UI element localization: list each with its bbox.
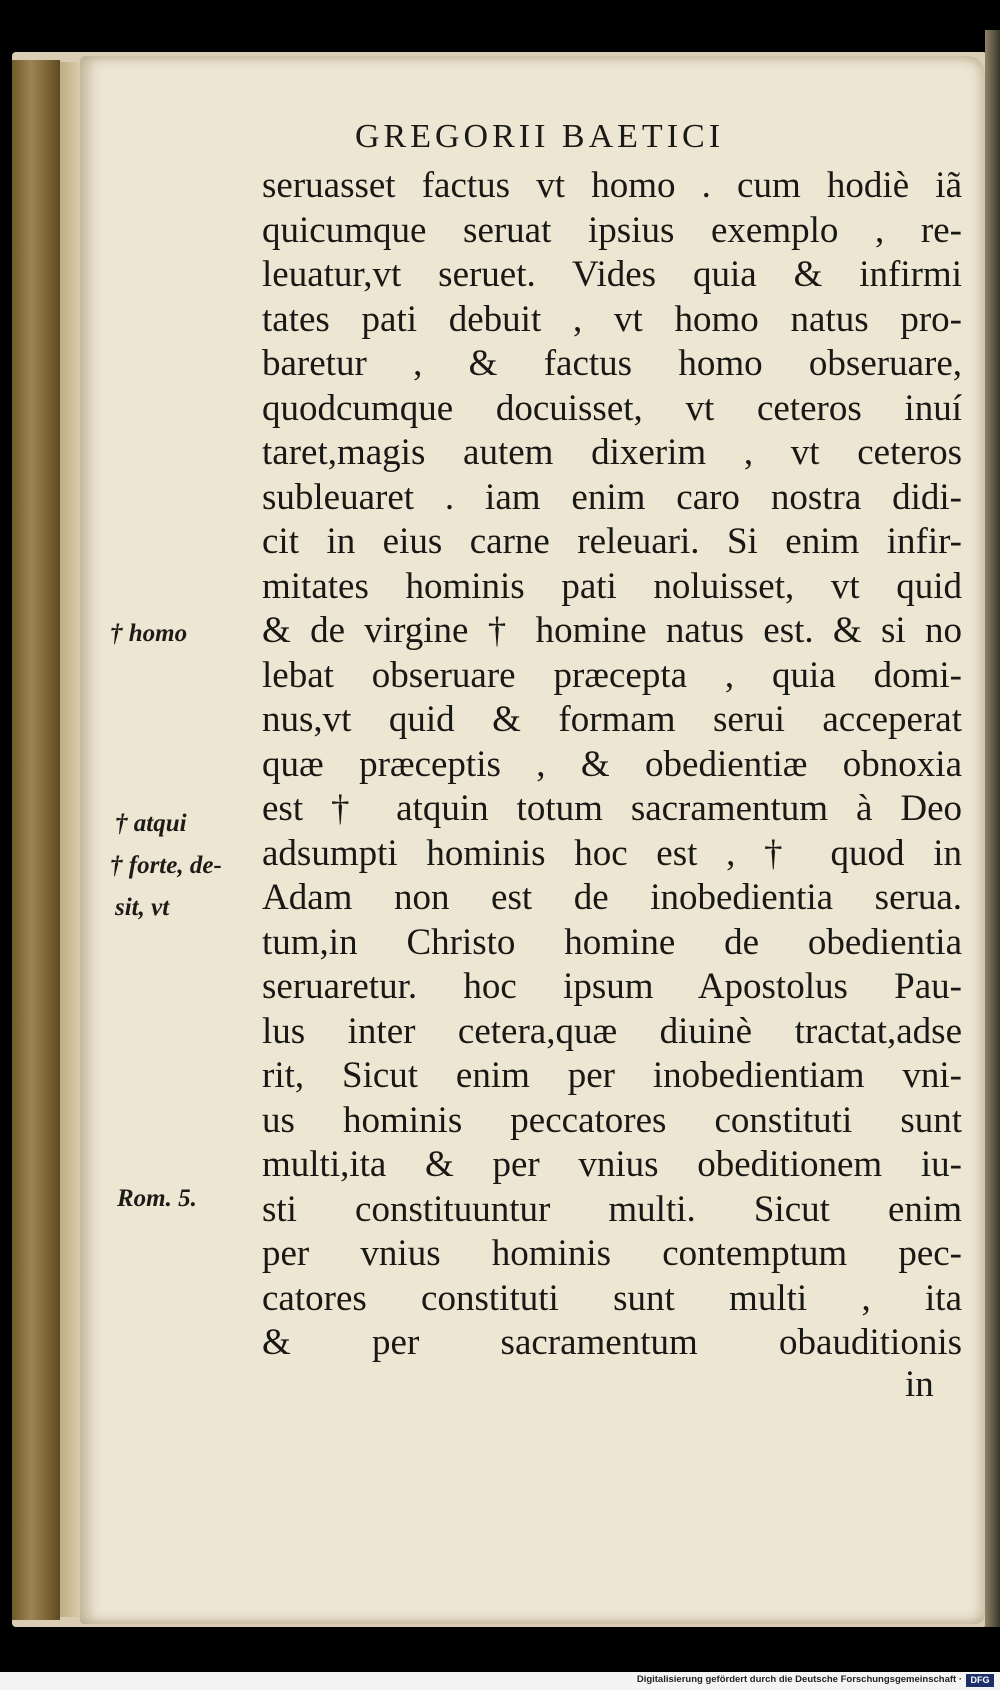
text-line: seruaretur. hoc ipsum Apostolus Pau-: [262, 966, 962, 1007]
book-spine: [12, 60, 60, 1620]
text-line: us hominis peccatores constituti sunt: [262, 1099, 962, 1141]
text-line: per vnius hominis contemptum pec-: [262, 1233, 962, 1274]
scan-top-border: [0, 0, 1000, 52]
text-line: mitates hominis pati noluisset, vt quid: [262, 565, 962, 607]
text-line: catores constituti sunt multi , ita: [262, 1277, 962, 1319]
text-line: lebat obseruare præcepta , quia domi-: [262, 654, 962, 696]
text-line: est † atquin totum sacramentum à Deo: [262, 788, 962, 829]
text-line: lus inter cetera,quæ diuinè tractat,adse: [262, 1010, 962, 1052]
text-line: subleuaret . iam enim caro nostra didi-: [262, 476, 962, 518]
text-line: quæ præceptis , & obedientiæ obnoxia: [262, 743, 962, 785]
margin-note-forte: † forte, de-: [110, 852, 222, 879]
text-line: nus,vt quid & formam serui acceperat: [262, 699, 962, 740]
book-gutter: [60, 62, 80, 1617]
text-line: quodcumque docuisset, vt ceteros inuí: [262, 387, 962, 429]
margin-note-rom: Rom. 5.: [117, 1185, 197, 1212]
text-line: multi,ita & per vnius obeditionem iu-: [262, 1144, 962, 1185]
text-line: tum,in Christo homine de obedientia: [262, 921, 962, 963]
margin-note-homo: † homo: [110, 620, 188, 647]
text-line: cit in eius carne releuari. Si enim infir-: [262, 521, 962, 562]
text-line: rit, Sicut enim per inobedientiam vni-: [262, 1055, 962, 1096]
text-line: & per sacramentum obauditionis: [262, 1322, 962, 1363]
running-head: GREGORII BAETICI: [355, 118, 725, 155]
text-line: Adam non est de inobedientia serua.: [262, 877, 962, 918]
text-line: sti constituuntur multi. Sicut enim: [262, 1188, 962, 1230]
page-edge: [985, 30, 1000, 1630]
text-line: leuatur,vt seruet. Vides quia & infirmi: [262, 254, 962, 295]
scan-bottom-border: [0, 1627, 1000, 1672]
text-line: & de virgine † homine natus est. & si no: [262, 610, 962, 651]
margin-note-sit-vt: sit, vt: [115, 894, 170, 921]
text-line: tates pati debuit , vt homo natus pro-: [262, 298, 962, 340]
funding-credit: Digitalisierung gefördert durch die Deutsche Forschungsgemeinschaft ·: [636, 1674, 962, 1685]
text-line: seruasset factus vt homo . cum hodiè iã: [262, 165, 962, 206]
text-line: quicumque seruat ipsius exemplo , re-: [262, 209, 962, 251]
dfg-logo: DFG: [966, 1674, 994, 1687]
page-body-text: [262, 164, 962, 1366]
text-line: taret,magis autem dixerim , vt ceteros: [262, 432, 962, 473]
margin-note-atqui: † atqui: [115, 810, 187, 837]
text-line: baretur , & factus homo obseruare,: [262, 343, 962, 384]
text-line: adsumpti hominis hoc est , † quod in: [262, 832, 962, 874]
catchword: in: [905, 1364, 934, 1405]
